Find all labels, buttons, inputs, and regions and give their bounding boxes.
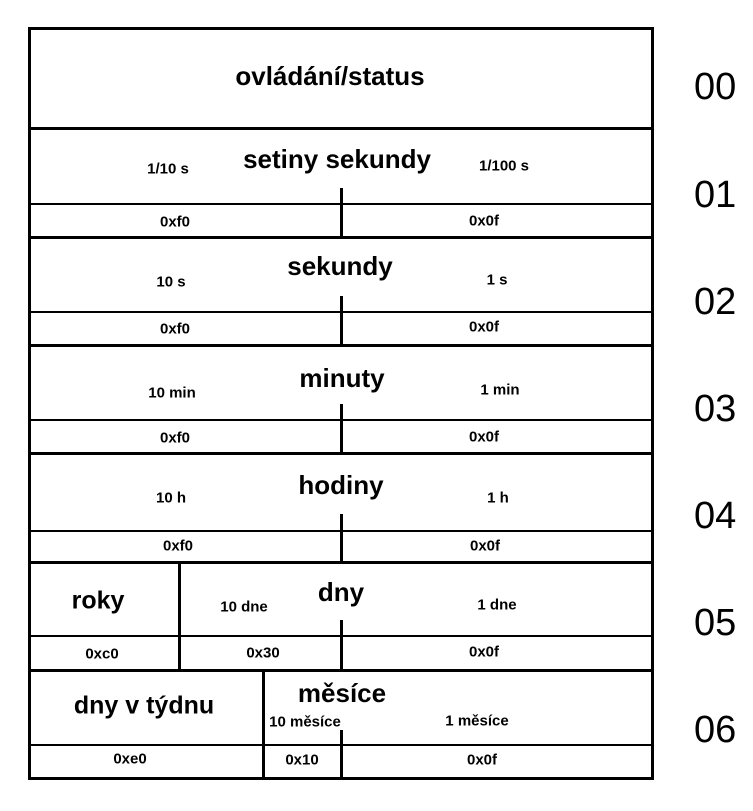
register-address-06: 06 xyxy=(694,709,737,751)
register-06-title: měsíce xyxy=(297,678,387,708)
register-address-00: 00 xyxy=(694,66,737,108)
row-separator xyxy=(28,669,654,672)
register-04-title: hodiny xyxy=(298,470,384,500)
register-address-01: 01 xyxy=(694,174,737,216)
register-01-left-unit: 1/10 s xyxy=(147,160,189,178)
nibble-divider xyxy=(340,296,343,344)
register-05-right-unit: 1 dne xyxy=(477,596,517,614)
register-06-left-unit: 10 měsíce xyxy=(269,713,341,731)
row-separator xyxy=(28,344,654,347)
register-05-title: dny xyxy=(317,577,365,607)
register-01-title: setiny sekundy xyxy=(243,144,431,174)
register-03-mask-right: 0x0f xyxy=(468,428,500,446)
register-00-title: ovládání/status xyxy=(235,61,425,91)
register-06-right-unit: 1 měsíce xyxy=(445,712,509,730)
register-address-02: 02 xyxy=(694,281,737,323)
register-01-mask-left: 0xf0 xyxy=(159,213,191,231)
register-address-04: 04 xyxy=(694,495,737,537)
year-divider xyxy=(178,561,181,669)
row-separator xyxy=(28,452,654,455)
register-04-left-unit: 10 h xyxy=(155,489,187,507)
register-06-mask-side: 0xe0 xyxy=(113,750,147,768)
nibble-divider xyxy=(340,404,343,452)
nibble-divider xyxy=(340,730,343,780)
register-02-mask-right: 0x0f xyxy=(468,318,500,336)
register-02-left-unit: 10 s xyxy=(156,273,186,291)
nibble-divider xyxy=(340,514,343,561)
register-01-mask-right: 0x0f xyxy=(468,212,500,230)
register-06-mask-left: 0x10 xyxy=(285,751,319,769)
register-03-title: minuty xyxy=(299,363,385,393)
register-03-mask-left: 0xf0 xyxy=(159,429,191,447)
register-05-mask-left: 0x30 xyxy=(246,644,280,662)
register-05-left-unit: 10 dne xyxy=(220,598,268,616)
register-03-left-unit: 10 min xyxy=(148,384,196,402)
weekday-divider xyxy=(262,669,265,780)
nibble-divider xyxy=(340,620,343,669)
register-04-right-unit: 1 h xyxy=(487,489,509,507)
register-01-right-unit: 1/100 s xyxy=(478,157,530,175)
register-04-mask-left: 0xf0 xyxy=(162,537,194,555)
register-02-title: sekundy xyxy=(287,251,393,281)
register-02-mask-left: 0xf0 xyxy=(159,320,191,338)
register-06-mask-right: 0x0f xyxy=(466,751,498,769)
register-05-side-title: roky xyxy=(71,586,125,615)
row-separator xyxy=(28,561,654,564)
register-address-03: 03 xyxy=(694,388,737,430)
register-04-mask-right: 0x0f xyxy=(469,537,501,555)
register-03-right-unit: 1 min xyxy=(480,381,520,399)
register-06-side-title: dny v týdnu xyxy=(73,691,215,720)
row-separator xyxy=(28,236,654,239)
row-separator xyxy=(28,127,654,130)
register-02-right-unit: 1 s xyxy=(486,271,508,289)
register-05-mask-side: 0xc0 xyxy=(85,645,119,663)
register-address-05: 05 xyxy=(694,602,737,644)
nibble-divider xyxy=(340,188,343,236)
register-05-mask-right: 0x0f xyxy=(468,643,500,661)
